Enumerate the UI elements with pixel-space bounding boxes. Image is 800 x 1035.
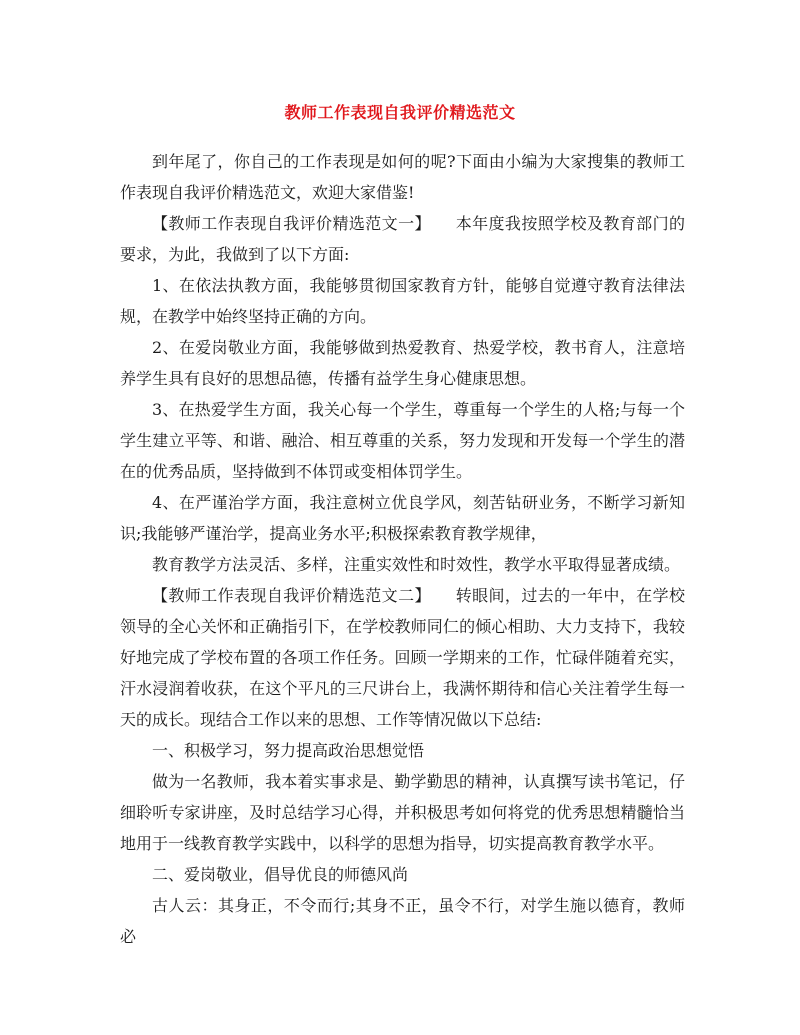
paragraph-section-one-heading: 【教师工作表现自我评价精选范文一】 本年度我按照学校及教育部门的要求，为此，我做到了以下方面:: [120, 214, 685, 264]
document-body: [120, 146, 685, 952]
paragraph-subheading-2: 二、爱岗敬业，倡导优良的师德风尚: [152, 865, 409, 884]
paragraph-item-1: 1、在依法执教方面，我能够贯彻国家教育方针，能够自觉遵守教育法律法规，在教学中始终坚持正确的方向。: [120, 276, 685, 326]
paragraph-item-3: 3、在热爱学生方面，我关心每一个学生，尊重每一个学生的人格;与每一个学生建立平等、和谐、融洽、相互尊重的关系，努力发现和开发每一个学生的潜在的优秀品质，坚持做到不体罚或变相体罚学生。: [120, 400, 685, 481]
paragraph-item-4-continued: 教育教学方法灵活、多样，注重实效性和时效性，教学水平取得显著成绩。: [152, 555, 681, 574]
paragraph-subsection-1: 做为一名教师，我本着实事求是、勤学勤思的精神，认真撰写读书笔记，仔细聆听专家讲座，及时总结学习心得，并积极思考如何将党的优秀思想精髓恰当地用于一线教育教学实践中，以科学的思想为指导，切实提高教育教学水平。: [120, 772, 685, 853]
document-title: 教师工作表现自我评价精选范文: [284, 103, 516, 122]
paragraph-subheading-1: 一、积极学习，努力提高政治思想觉悟: [152, 741, 425, 760]
paragraph-section-two-heading: 【教师工作表现自我评价精选范文二】 转眼间，过去的一年中，在学校领导的全心关怀和正确指引下，在学校教师同仁的倾心相助、大力支持下，我较好地完成了学校布置的各项工作任务。回顾一学期来的工作，忙碌伴随着充实，汗水浸润着收获，在这个平凡的三尺讲台上，我满怀期待和信心关注着学生每一天的成长。现结合工作以来的思想、工作等情况做以下总结:: [120, 586, 685, 729]
paragraph-item-2: 2、在爱岗敬业方面，我能够做到热爱教育、热爱学校，教书育人，注意培养学生具有良好的思想品德，传播有益学生身心健康思想。: [120, 338, 685, 388]
paragraph-intro: 到年尾了，你自己的工作表现是如何的呢?下面由小编为大家搜集的教师工作表现自我评价精选范文，欢迎大家借鉴!: [120, 152, 685, 202]
paragraph-item-4: 4、在严谨治学方面，我注意树立优良学风，刻苦钻研业务，不断学习新知识;我能够严谨治学，提高业务水平;积极探索教育教学规律，: [120, 493, 685, 543]
paragraph-subsection-2: 古人云：其身正，不令而行;其身不正，虽令不行，对学生施以德育，教师必: [120, 896, 685, 946]
